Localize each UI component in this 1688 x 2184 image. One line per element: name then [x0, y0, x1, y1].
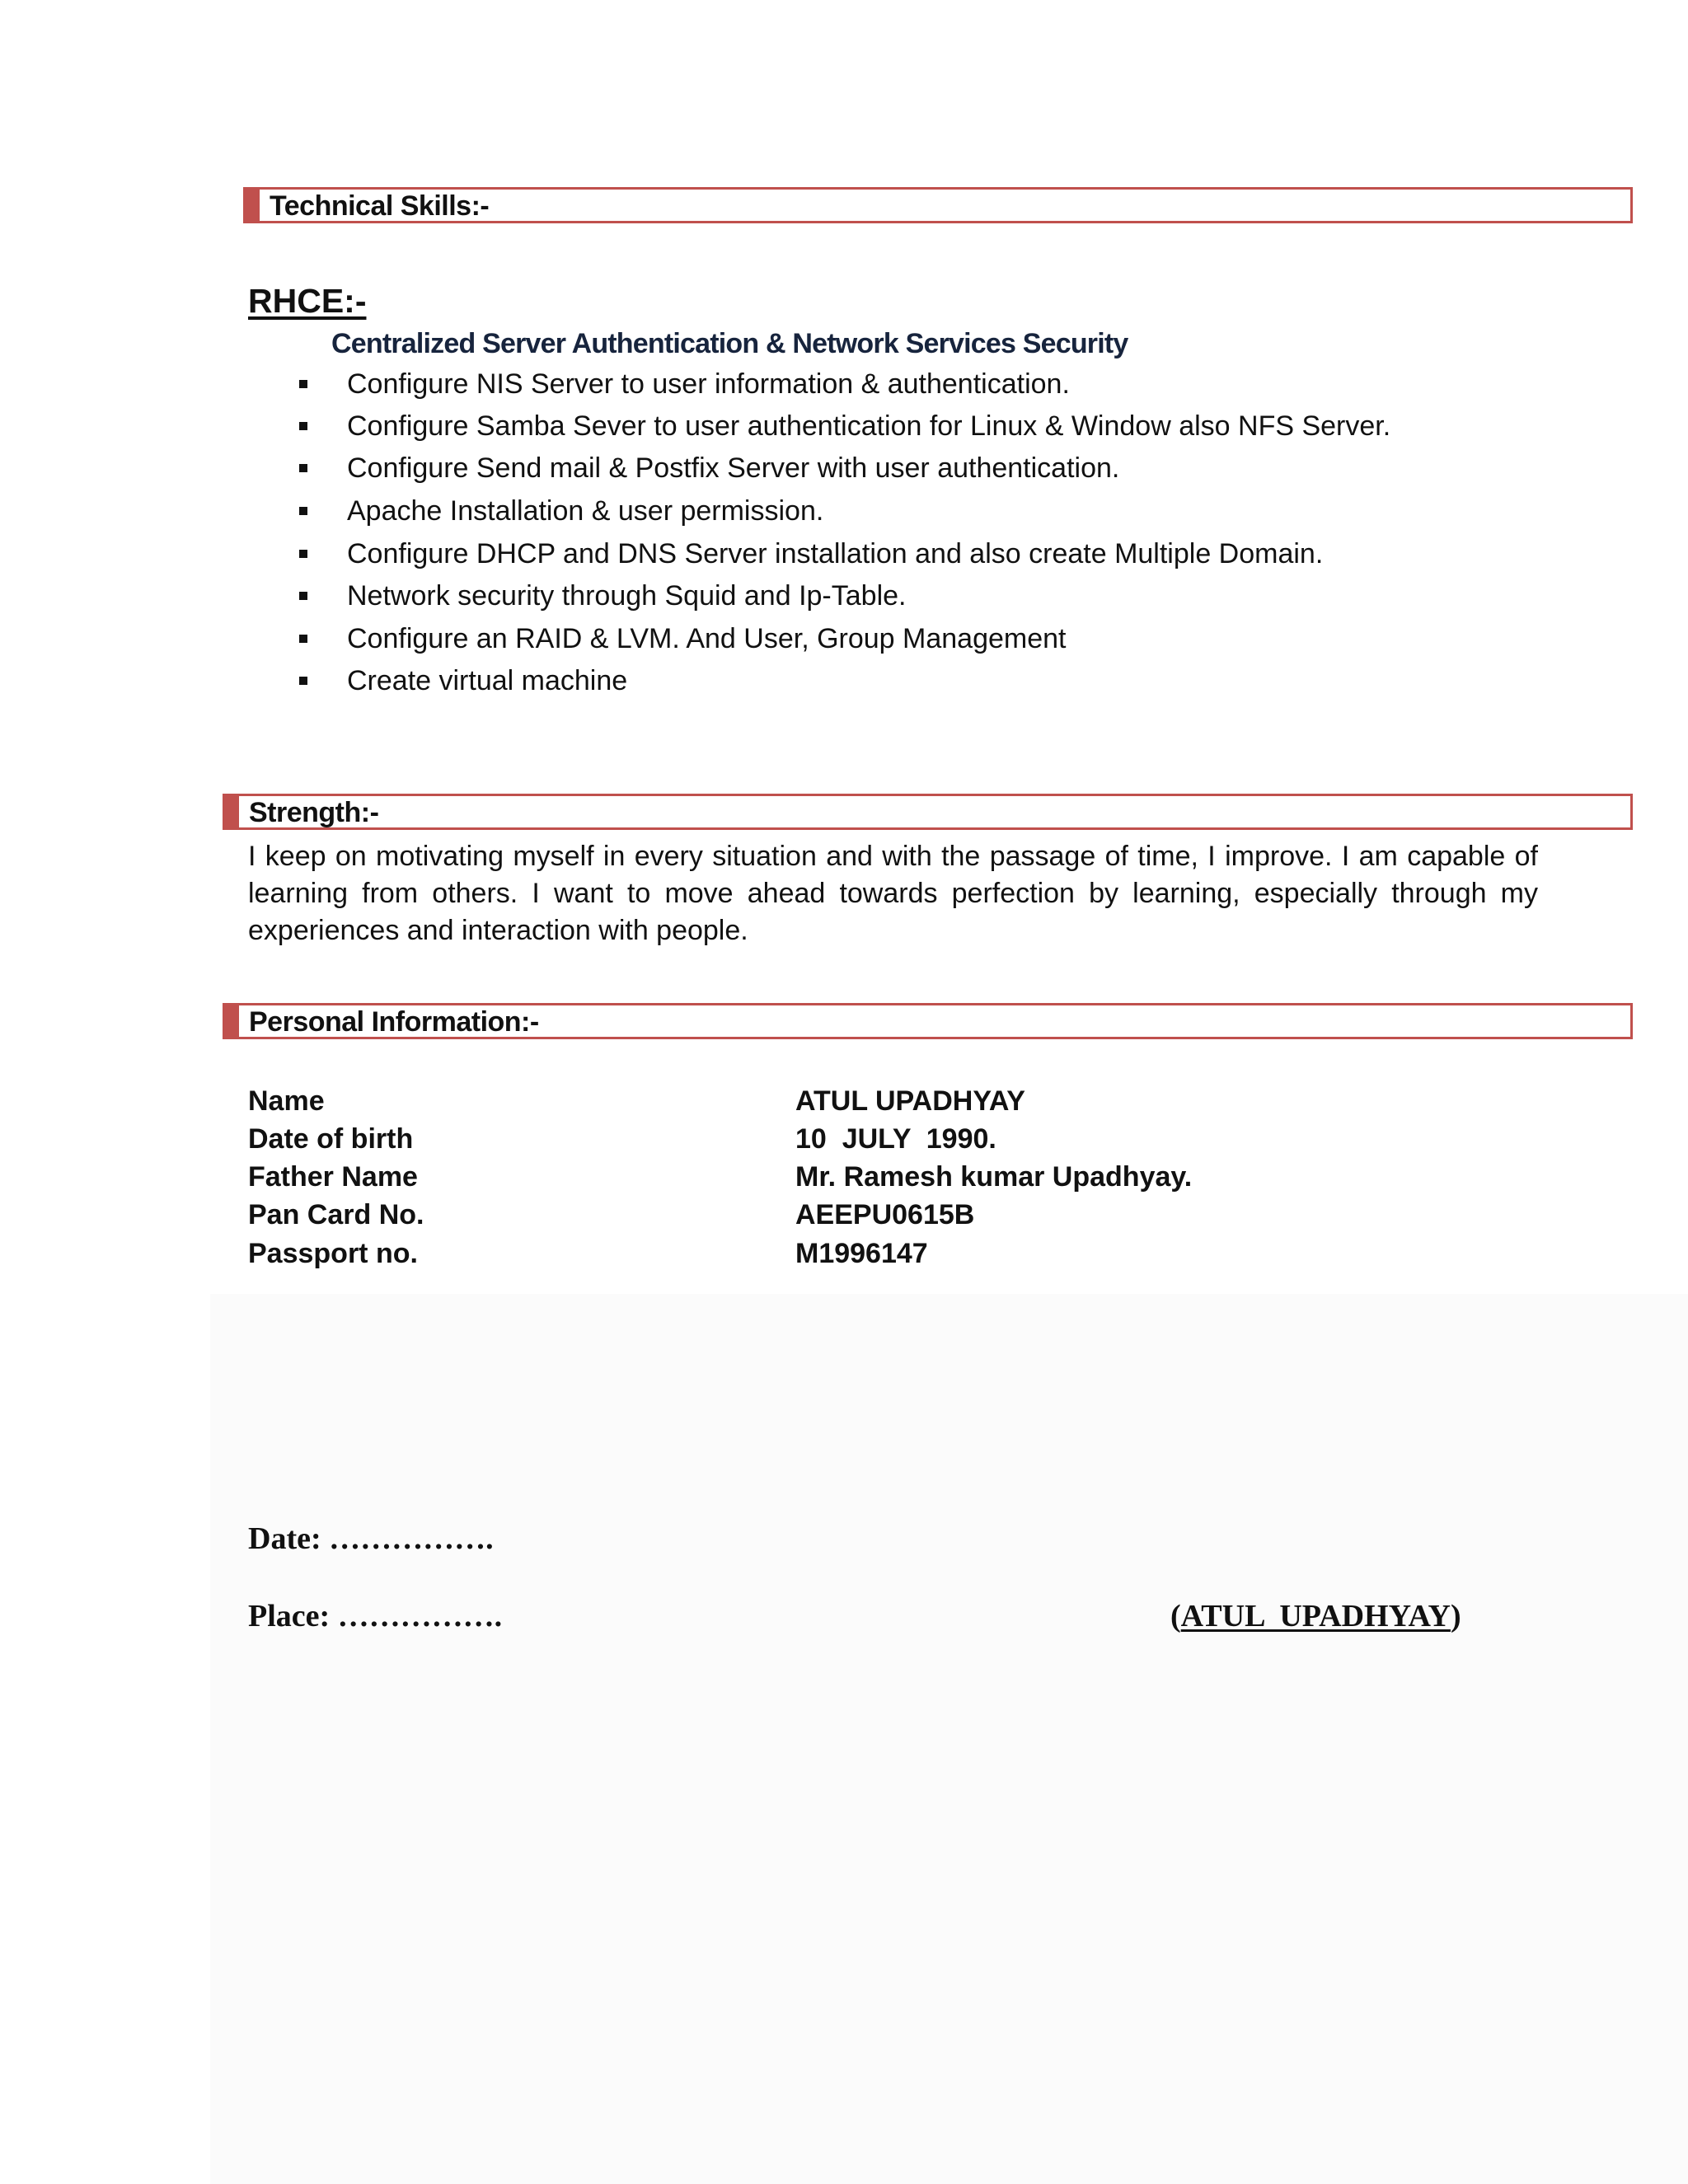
info-row-passport: [0, 1238, 1688, 1272]
section-header-strength: [223, 794, 1633, 830]
info-value: AEEPU0615B: [795, 1199, 975, 1230]
place-line: Place: …………….: [248, 1599, 503, 1633]
bullet-icon: [299, 507, 307, 515]
info-label: Date of birth: [248, 1123, 414, 1155]
list-item: Apache Installation & user permission.: [0, 494, 1484, 527]
info-label: Passport no.: [248, 1238, 418, 1269]
bullet-icon: [299, 380, 307, 388]
info-row-dob: [0, 1123, 1688, 1158]
strength-paragraph: I keep on motivating myself in every situation and with the passage of time, I improve. I am capable of learning from others. I want to move ahead towards perfection by learning, especially through my experiences and interaction with people.: [248, 841, 1538, 946]
info-label: Name: [248, 1085, 325, 1117]
list-item: Configure DHCP and DNS Server installation and also create Multiple Domain.: [0, 537, 1484, 570]
info-value: ATUL UPADHYAY: [795, 1085, 1025, 1117]
list-item: Create virtual machine: [0, 664, 1484, 697]
rhce-subtitle: Centralized Server Authentication & Network Services Security: [331, 328, 1128, 359]
info-value: 10 JULY 1990.: [795, 1123, 996, 1155]
info-value: Mr. Ramesh kumar Upadhyay.: [795, 1161, 1193, 1193]
section-accent-bar: [243, 187, 260, 223]
section-title: Technical Skills:-: [270, 190, 490, 222]
bullet-icon: [299, 550, 307, 558]
section-header-personal-information: [223, 1003, 1633, 1039]
list-item: Configure Samba Sever to user authentication for Linux & Window also NFS Server.: [0, 410, 1484, 443]
info-row-name: [0, 1085, 1688, 1120]
section-title: Personal Information:-: [249, 1006, 539, 1038]
info-row-father-name: [0, 1161, 1688, 1196]
bullet-icon: [299, 464, 307, 472]
list-item: Configure NIS Server to user information & authentication.: [0, 368, 1484, 401]
section-accent-bar: [223, 794, 239, 830]
page-shade: [210, 1294, 1688, 2184]
list-item: Network security through Squid and Ip-Table.: [0, 579, 1484, 612]
bullet-icon: [299, 422, 307, 430]
list-item: Configure an RAID & LVM. And User, Group Management: [0, 622, 1484, 655]
rhce-heading: RHCE:-: [248, 282, 367, 320]
signature-name: (ATUL UPADHYAY): [1170, 1599, 1461, 1633]
section-accent-bar: [223, 1003, 239, 1039]
section-title: Strength:-: [249, 797, 379, 828]
bullet-icon: [299, 635, 307, 643]
section-header-technical-skills: [243, 187, 1633, 223]
bullet-icon: [299, 677, 307, 685]
info-label: Father Name: [248, 1161, 418, 1193]
info-label: Pan Card No.: [248, 1199, 424, 1230]
list-item: Configure Send mail & Postfix Server with user authentication.: [0, 452, 1484, 485]
date-line: Date: …………….: [248, 1521, 494, 1556]
info-row-pan-card: [0, 1199, 1688, 1234]
info-value: M1996147: [795, 1238, 928, 1269]
bullet-icon: [299, 592, 307, 600]
